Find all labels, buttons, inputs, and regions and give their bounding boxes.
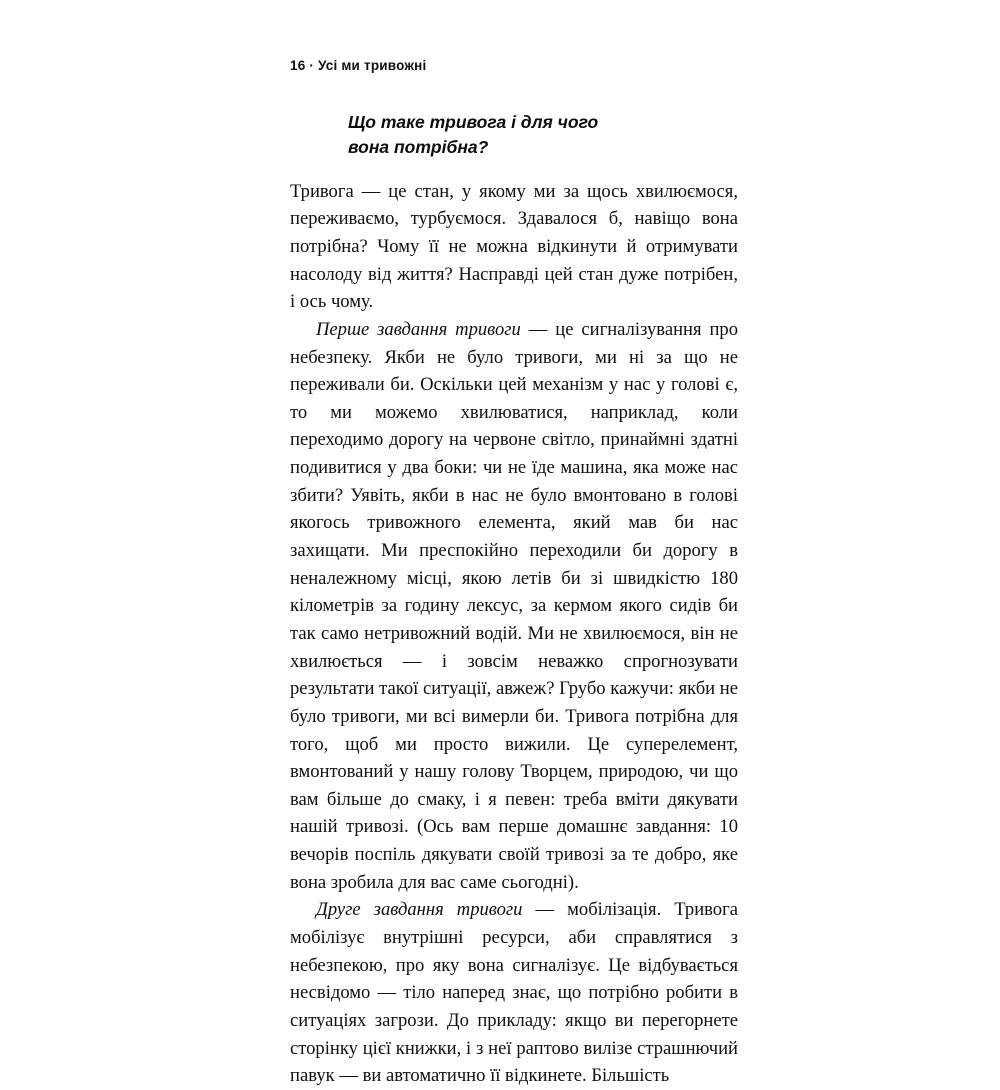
paragraph-2-lead-italic: Перше завдання тривоги — [316, 318, 521, 340]
page-content — [290, 110, 738, 1090]
paragraph-2-text: — це сигналізування про небезпеку. Якби не було тривоги, ми ні за що не переживали би. Оскільки цей механізм у нас у голові є, то ми можемо хвилюватися, наприклад, коли переходимо дорогу на червоне світло, принаймні здатні подивитися у два боки: чи не їде машина, яка може нас збити? Уявіть, якби в нас не було вмонтовано в голові якогось тривожного елемента, який мав би нас захищати. Ми преспокійно переходили би дорогу в неналежному місці, якою летів би зі швидкістю 180 кілометрів за годину лексус, за кермом якого сидів би так само нетривожний водій. Ми не хвилюємося, він не хвилюється — і зовсім неважко спрогнозувати результати такої ситуації, авжеж? Грубо кажучи: якби не було тривоги, ми всі вимерли би. Тривога потрібна для того, щоб ми просто вижили. Це суперелемент, вмонтований у нашу голову Творцем, природою, чи що вам більше до смаку, і я певен: треба вміти дякувати нашій тривозі. (Ось вам перше домашнє завдання: 10 вечорів поспіль дякувати своїй тривозі за те добро, яке вона зробила для вас саме сьогодні). — [290, 318, 738, 893]
paragraph-1-text: Тривога — це стан, у якому ми за щось хвилюємося, переживаємо, турбуємося. Здавалося б, навіщо вона потрібна? Чому її не можна відкинути й отримувати насолоду від життя? Насправді цей стан дуже потрібен, і ось чому. — [290, 180, 738, 313]
section-heading — [290, 110, 738, 160]
paragraph-3-lead-italic: Друге завдання тривоги — [316, 899, 523, 921]
section-heading-line-1: Що таке тривога і для чого — [348, 112, 599, 132]
paragraph-2 — [290, 316, 738, 896]
section-heading-line-2: вона потрібна? — [348, 136, 489, 157]
paragraph-3-text: — мобілізація. Тривога мобілізує внутрішні ресурси, аби справлятися з небезпекою, про яку вона сигналізує. Це відбувається несвідомо — тіло наперед знає, що потрібно робити в ситуаціях загрози. До прикладу: якщо ви перегорнете сторінку цієї книжки, і з неї раптово вилізе страшнючий павук — ви автоматично її відкинете. Більшість — [290, 899, 738, 1087]
paragraph-1 — [290, 178, 738, 316]
running-head: 16 · Усі ми тривожні — [290, 58, 427, 73]
paragraph-3 — [290, 896, 738, 1089]
